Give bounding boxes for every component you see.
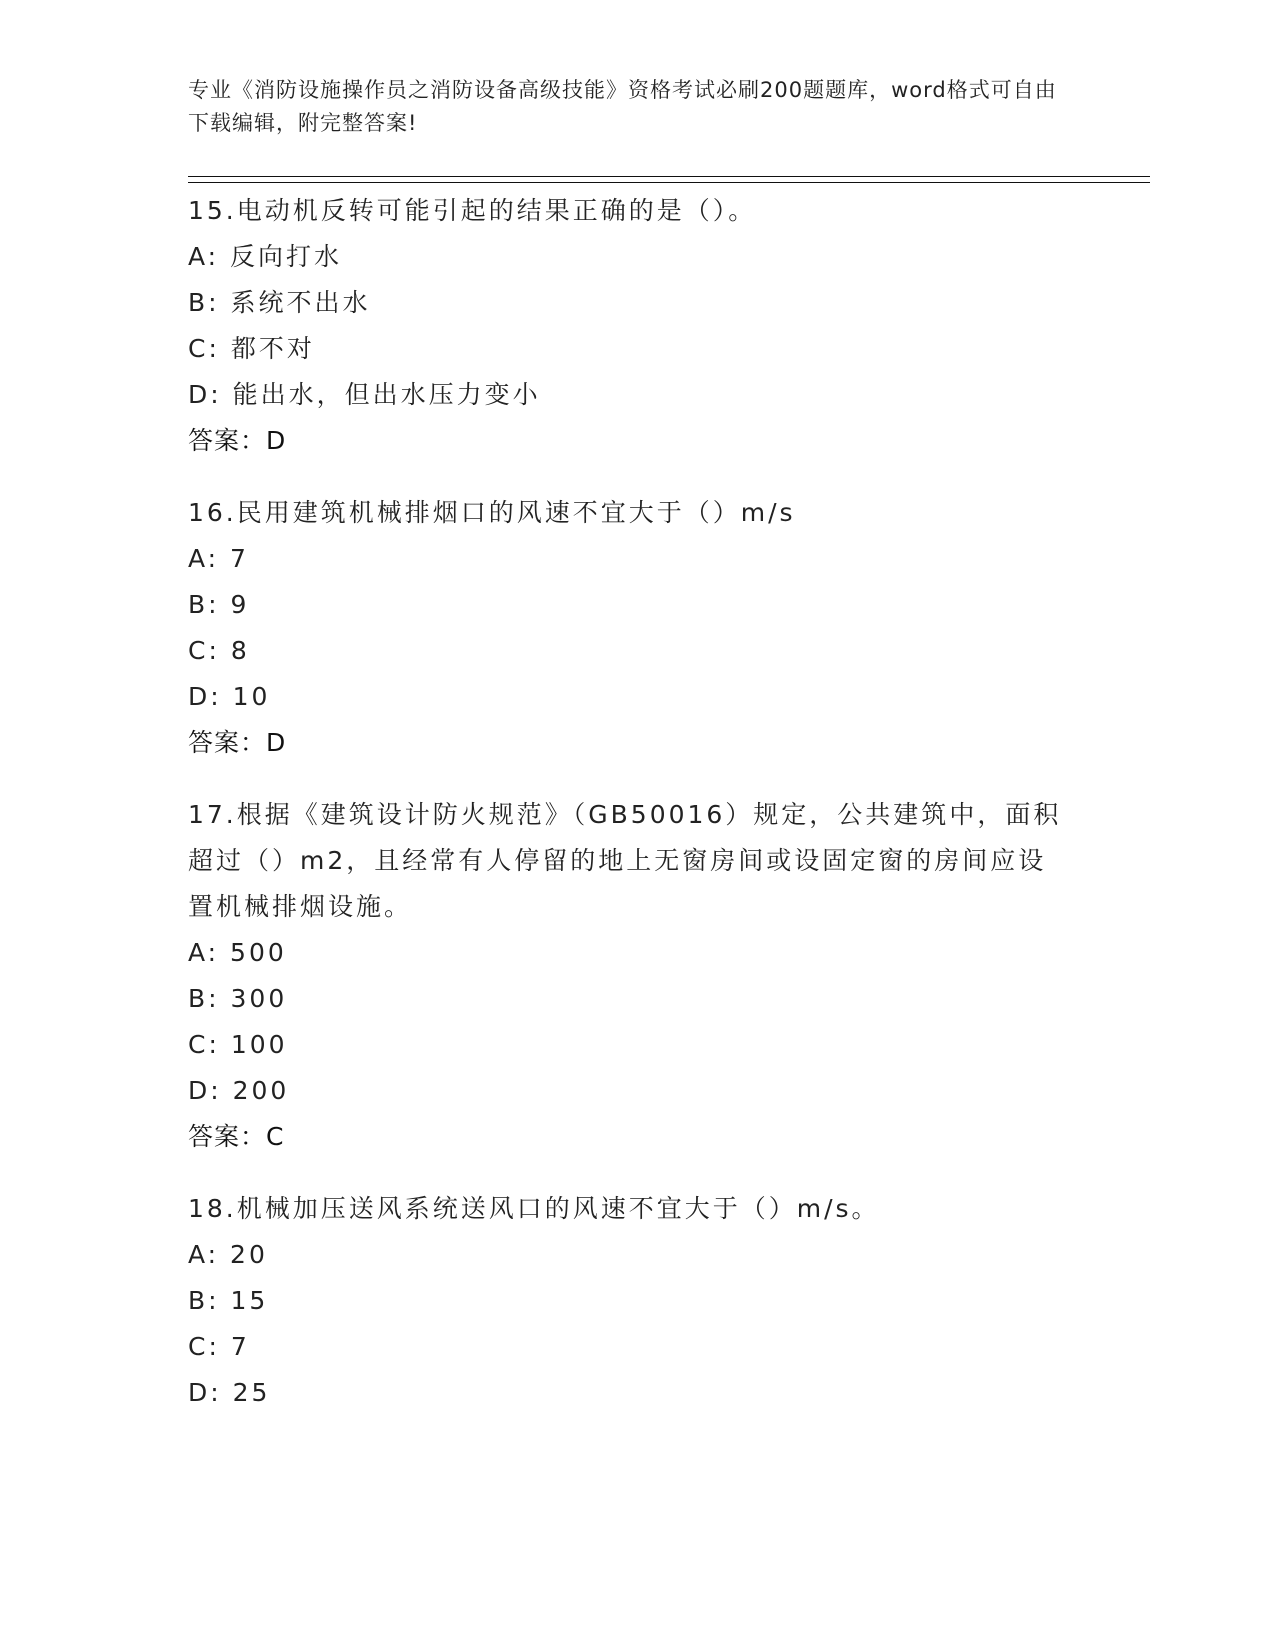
header-divider-top: [188, 176, 1150, 177]
option-b: B: 系统不出水: [188, 288, 371, 317]
answer-line: 答案：D: [188, 728, 287, 757]
document-header: 专业《消防设施操作员之消防设备高级技能》资格考试必刷200题题库，word格式可自由下载编辑，附完整答案!: [188, 78, 1057, 135]
question-stem: 15.电动机反转可能引起的结果正确的是（）。: [188, 196, 757, 225]
question-stem: 17.根据《建筑设计防火规范》（GB50016）规定，公共建筑中，面积超过（）m2，且经常有人停留的地上无窗房间或设固定窗的房间应设置机械排烟设施。: [188, 800, 1062, 921]
answer-line: 答案：D: [188, 426, 287, 455]
option-d: D: 能出水，但出水压力变小: [188, 380, 541, 409]
option-d: D: 10: [188, 682, 271, 711]
question-stem: 18.机械加压送风系统送风口的风速不宜大于（）m/s。: [188, 1194, 880, 1223]
answer-line: 答案：C: [188, 1122, 285, 1151]
option-c: C: 7: [188, 1332, 250, 1361]
question-stem: 16.民用建筑机械排烟口的风速不宜大于（）m/s: [188, 498, 796, 527]
option-c: C: 都不对: [188, 334, 315, 363]
option-b: B: 9: [188, 590, 250, 619]
question-17: [188, 792, 1068, 1160]
question-18: [188, 1186, 1068, 1416]
question-list: [188, 188, 1068, 1442]
option-d: D: 25: [188, 1378, 271, 1407]
option-c: C: 100: [188, 1030, 288, 1059]
option-b: B: 15: [188, 1286, 269, 1315]
option-a: A: 反向打水: [188, 242, 343, 271]
option-d: D: 200: [188, 1076, 290, 1105]
option-a: A: 7: [188, 544, 249, 573]
question-15: [188, 188, 1068, 464]
option-b: B: 300: [188, 984, 288, 1013]
question-16: [188, 490, 1068, 766]
header-divider-bottom: [188, 182, 1150, 183]
option-a: A: 20: [188, 1240, 268, 1269]
option-a: A: 500: [188, 938, 287, 967]
option-c: C: 8: [188, 636, 250, 665]
